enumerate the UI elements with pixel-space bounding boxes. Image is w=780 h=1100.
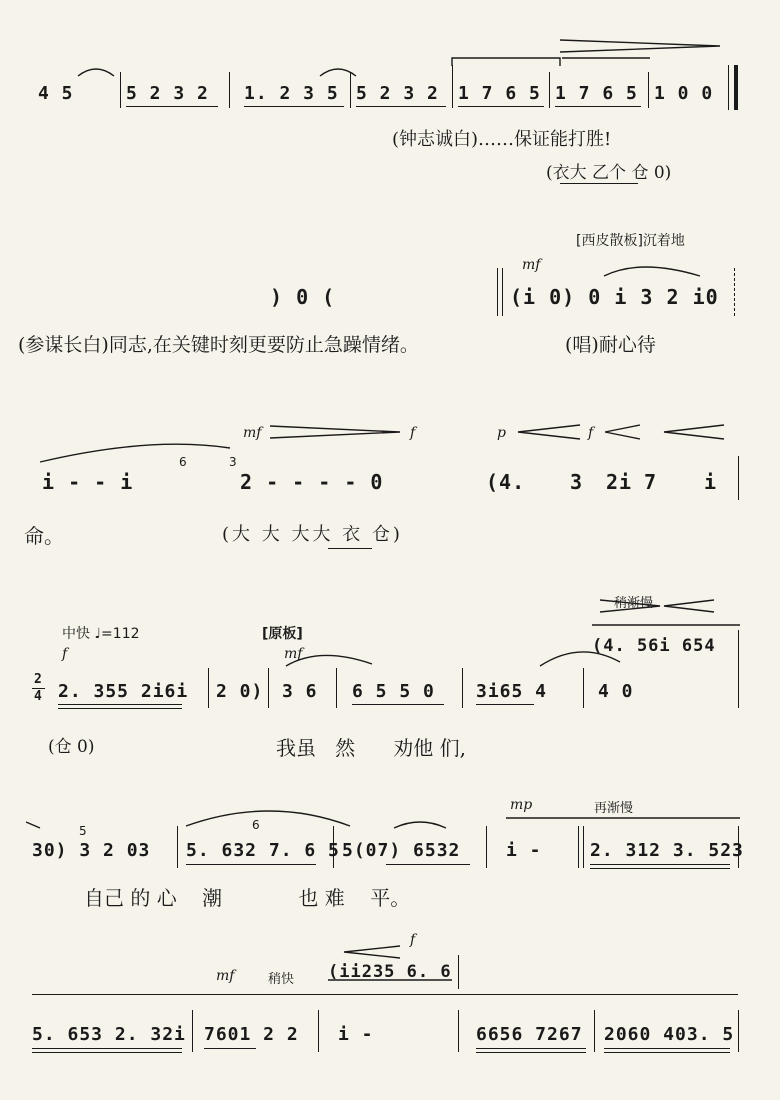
speech-line: (参谋长白)同志,在关键时刻更要防止急躁情绪。 bbox=[18, 334, 419, 356]
sung-text: (唱)耐心待 bbox=[565, 334, 656, 356]
measure: i - bbox=[338, 1024, 374, 1045]
measure: 7601 2 2 bbox=[204, 1024, 299, 1045]
slur bbox=[186, 811, 350, 826]
dynamic-mark: mp bbox=[510, 797, 533, 813]
measure-2: 5 2 3 2 bbox=[126, 83, 209, 104]
grace-note: 6 bbox=[179, 455, 187, 469]
measure-7: 1 0 0 bbox=[654, 83, 714, 104]
accent-arrow bbox=[26, 822, 40, 828]
measure: 2. 355 2i6i bbox=[58, 681, 189, 702]
measure: 3i65 4 bbox=[476, 681, 548, 702]
tempo-marking: 中快 ♩=112 bbox=[62, 626, 140, 642]
upper-notes: (4. 56i 654 bbox=[592, 636, 716, 656]
measure: 5. 653 2. 32i bbox=[32, 1024, 186, 1045]
slur bbox=[40, 444, 230, 462]
dynamic-mark: f bbox=[588, 425, 594, 441]
measure-3: 1. 2 3 5 bbox=[244, 83, 339, 104]
speech-line: (钟志诚白)……保证能打胜! bbox=[392, 129, 612, 150]
hairpin bbox=[664, 425, 724, 439]
hairpin bbox=[605, 425, 640, 439]
note: 2i bbox=[606, 470, 633, 494]
bracket bbox=[452, 58, 560, 66]
measure: i - bbox=[506, 840, 542, 861]
measure: 6656 7267 bbox=[476, 1024, 583, 1045]
dynamic-mark: mf bbox=[216, 968, 235, 984]
note: (4. bbox=[486, 470, 526, 494]
slur bbox=[286, 655, 372, 666]
time-signature-top: 2 bbox=[34, 672, 43, 687]
lyric: 命。 bbox=[24, 524, 64, 548]
lyric: 自己 的 心 潮 也 难 平。 bbox=[84, 886, 411, 910]
slur bbox=[540, 652, 620, 666]
measure: 2 0) bbox=[216, 681, 264, 702]
measure: 5(07) 6532 bbox=[342, 840, 461, 861]
measure-5: 1 7 6 5 bbox=[458, 83, 541, 104]
tempo-change: 再渐慢 bbox=[594, 801, 634, 816]
measure: 2060 403. 5 bbox=[604, 1024, 735, 1045]
measure: 5. 632 7. 6 5 bbox=[186, 840, 340, 861]
lyric: 我虽 然 劝他 们, bbox=[276, 736, 466, 760]
note: i bbox=[704, 470, 718, 494]
upper-notes: (ii235 6. 6 bbox=[328, 962, 452, 982]
note: 7 bbox=[644, 470, 658, 494]
hairpin bbox=[518, 425, 580, 439]
notes-main: (i 0) 0 i 3 2 i0 bbox=[510, 285, 719, 309]
percussion-line: (仓 0) bbox=[48, 737, 95, 757]
measure: 4 0 bbox=[598, 681, 634, 702]
grace-note: 6 bbox=[252, 818, 260, 832]
dynamic-mark: f bbox=[410, 932, 416, 948]
tempo-change: 稍渐慢 bbox=[614, 596, 654, 611]
dynamic-mark: mf bbox=[243, 425, 262, 441]
dynamic-mark: p bbox=[497, 425, 506, 441]
dynamic-mark: mf bbox=[284, 646, 303, 662]
slur bbox=[320, 69, 356, 76]
dynamic-mark: f bbox=[62, 646, 68, 662]
measure-4: 5 2 3 2 bbox=[356, 83, 439, 104]
notes-hold: 2 - - - - 0 bbox=[240, 470, 384, 494]
measure-6: 1 7 6 5 bbox=[555, 83, 638, 104]
tempo-change: 稍快 bbox=[268, 972, 295, 987]
slur bbox=[604, 267, 700, 276]
measure: 6 5 5 0 bbox=[352, 681, 435, 702]
note: 3 bbox=[570, 470, 584, 494]
slur bbox=[394, 822, 446, 828]
dynamic-mark: mf bbox=[522, 257, 541, 273]
dynamic-mark: f bbox=[410, 425, 416, 441]
percussion-line: (衣大 乙个 仓 0) bbox=[546, 163, 672, 183]
hairpin bbox=[344, 946, 400, 958]
time-signature-bottom: 4 bbox=[34, 689, 43, 704]
tempo-label: [西皮散板]沉着地 bbox=[576, 233, 685, 249]
measure-1: 4 5 bbox=[38, 83, 74, 104]
hairpin bbox=[600, 600, 660, 612]
hairpin bbox=[560, 40, 720, 52]
section-label: [原板] bbox=[262, 626, 303, 642]
measure: 30) 3 2 03 bbox=[32, 840, 151, 861]
hairpin bbox=[664, 600, 714, 612]
measure: 3 6 bbox=[282, 681, 318, 702]
percussion-line: (大 大 大大 衣 仓) bbox=[222, 524, 403, 545]
grace-note: 5 bbox=[79, 824, 87, 838]
hairpin bbox=[270, 426, 400, 438]
measure: 2. 312 3. 523 bbox=[590, 840, 744, 861]
grace-note: 3 bbox=[229, 455, 237, 469]
notes-whole: i - - i bbox=[42, 470, 134, 494]
slur bbox=[78, 69, 114, 76]
notes-left: ) 0 ( bbox=[270, 285, 336, 309]
